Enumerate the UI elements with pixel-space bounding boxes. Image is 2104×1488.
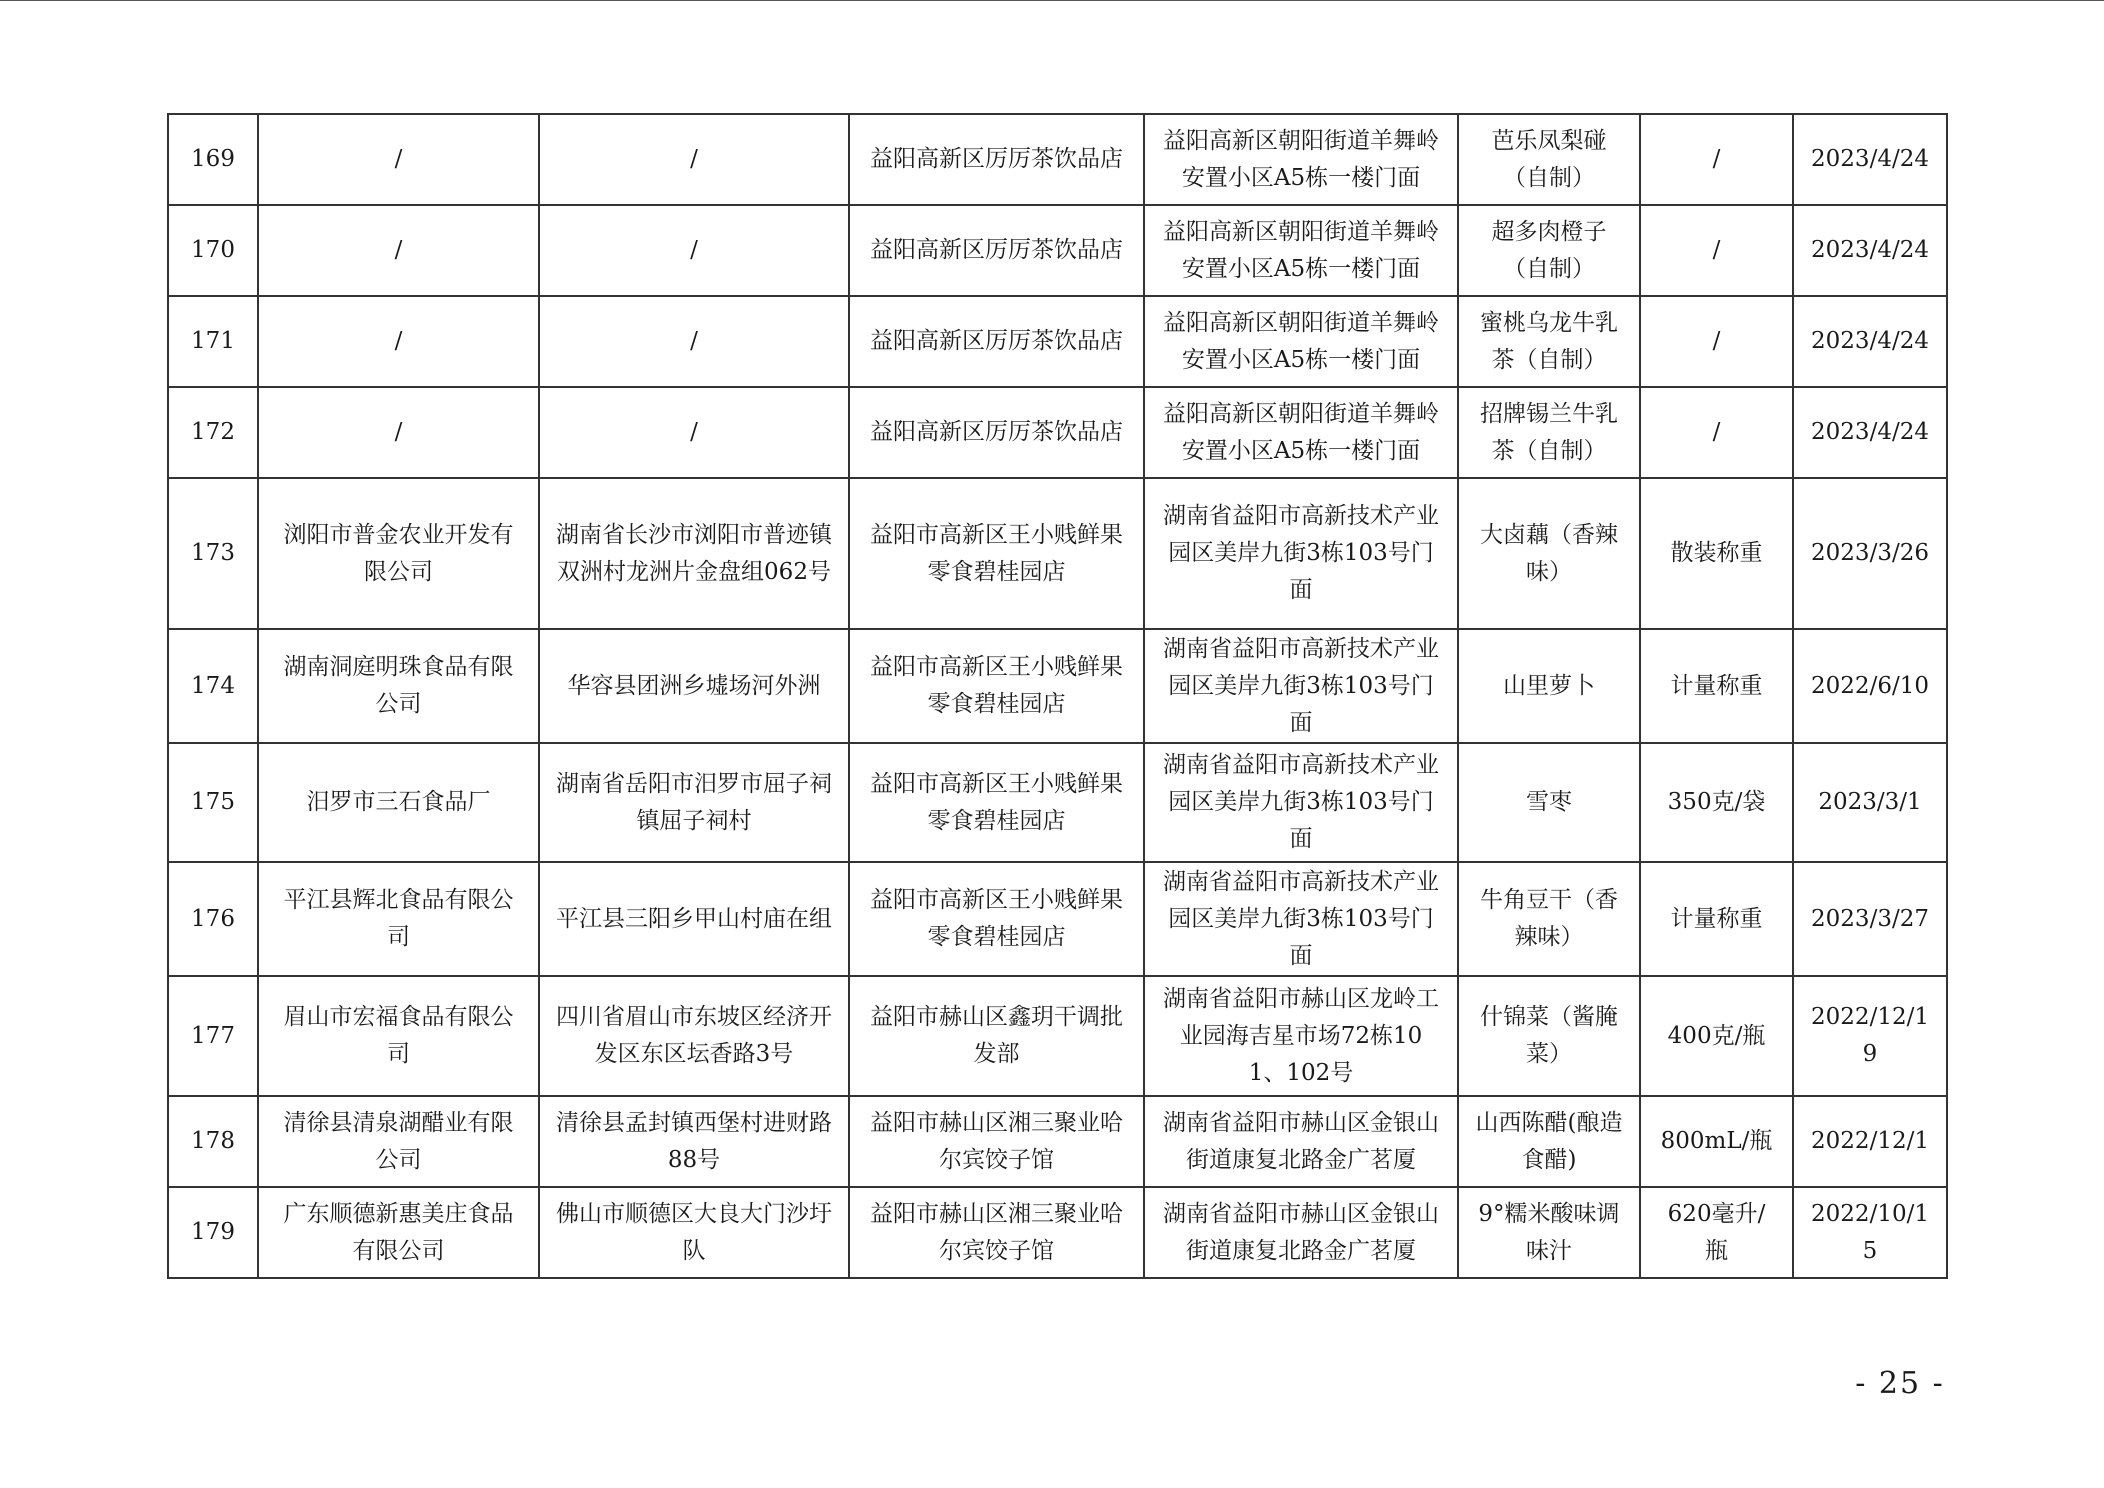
sampling-results-table: [167, 113, 1948, 1279]
seller-name-cell: 益阳市高新区王小贱鲜果零食碧桂园店: [849, 743, 1144, 862]
page-number: - 25 -: [1855, 1366, 1945, 1401]
seller-address-cell: 湖南省益阳市高新技术产业园区美岸九街3栋103号门面: [1144, 862, 1458, 976]
table-row: [168, 1096, 1947, 1187]
producer-name-cell: 眉山市宏福食品有限公司: [258, 976, 539, 1096]
seller-name-cell: 益阳市高新区王小贱鲜果零食碧桂园店: [849, 629, 1144, 743]
row-number-cell: 172: [168, 387, 258, 478]
producer-name-cell: 清徐县清泉湖醋业有限公司: [258, 1096, 539, 1187]
product-name-cell: 什锦菜（酱腌菜）: [1458, 976, 1640, 1096]
table-row: [168, 862, 1947, 976]
table-body: [168, 114, 1947, 1278]
specification-cell: /: [1640, 296, 1793, 387]
seller-name-cell: 益阳高新区厉厉茶饮品店: [849, 296, 1144, 387]
row-number-cell: 179: [168, 1187, 258, 1278]
seller-address-cell: 益阳高新区朝阳街道羊舞岭安置小区A5栋一楼门面: [1144, 296, 1458, 387]
producer-name-cell: /: [258, 296, 539, 387]
row-number-cell: 170: [168, 205, 258, 296]
production-date-cell: 2023/4/24: [1793, 387, 1947, 478]
table-row: [168, 629, 1947, 743]
product-name-cell: 山西陈醋(酿造食醋): [1458, 1096, 1640, 1187]
production-date-cell: 2023/4/24: [1793, 114, 1947, 205]
seller-address-cell: 湖南省益阳市赫山区龙岭工业园海吉星市场72栋101、102号: [1144, 976, 1458, 1096]
specification-cell: 散装称重: [1640, 478, 1793, 629]
producer-name-cell: /: [258, 114, 539, 205]
production-date-cell: 2023/3/1: [1793, 743, 1947, 862]
specification-cell: 620毫升/瓶: [1640, 1187, 1793, 1278]
seller-name-cell: 益阳市高新区王小贱鲜果零食碧桂园店: [849, 862, 1144, 976]
table-row: [168, 296, 1947, 387]
top-border-line: [0, 0, 2104, 1]
product-name-cell: 蜜桃乌龙牛乳茶（自制）: [1458, 296, 1640, 387]
product-name-cell: 山里萝卜: [1458, 629, 1640, 743]
producer-name-cell: 汨罗市三石食品厂: [258, 743, 539, 862]
product-name-cell: 芭乐凤梨碰（自制）: [1458, 114, 1640, 205]
specification-cell: /: [1640, 114, 1793, 205]
product-name-cell: 雪枣: [1458, 743, 1640, 862]
production-date-cell: 2023/4/24: [1793, 296, 1947, 387]
table-row: [168, 976, 1947, 1096]
producer-name-cell: 湖南洞庭明珠食品有限公司: [258, 629, 539, 743]
seller-address-cell: 湖南省益阳市高新技术产业园区美岸九街3栋103号门面: [1144, 629, 1458, 743]
table-row: [168, 387, 1947, 478]
producer-name-cell: /: [258, 387, 539, 478]
producer-name-cell: /: [258, 205, 539, 296]
seller-name-cell: 益阳市赫山区湘三聚业哈尔宾饺子馆: [849, 1187, 1144, 1278]
specification-cell: 350克/袋: [1640, 743, 1793, 862]
production-date-cell: 2023/3/26: [1793, 478, 1947, 629]
production-date-cell: 2022/12/1: [1793, 1096, 1947, 1187]
seller-name-cell: 益阳高新区厉厉茶饮品店: [849, 387, 1144, 478]
product-name-cell: 超多肉橙子（自制）: [1458, 205, 1640, 296]
row-number-cell: 171: [168, 296, 258, 387]
row-number-cell: 176: [168, 862, 258, 976]
row-number-cell: 169: [168, 114, 258, 205]
producer-address-cell: 佛山市顺德区大良大门沙圩队: [539, 1187, 849, 1278]
seller-address-cell: 益阳高新区朝阳街道羊舞岭安置小区A5栋一楼门面: [1144, 387, 1458, 478]
production-date-cell: 2023/3/27: [1793, 862, 1947, 976]
table-row: [168, 743, 1947, 862]
specification-cell: 计量称重: [1640, 862, 1793, 976]
table-row: [168, 114, 1947, 205]
table-row: [168, 478, 1947, 629]
seller-address-cell: 益阳高新区朝阳街道羊舞岭安置小区A5栋一楼门面: [1144, 205, 1458, 296]
specification-cell: /: [1640, 387, 1793, 478]
producer-address-cell: 四川省眉山市东坡区经济开发区东区坛香路3号: [539, 976, 849, 1096]
row-number-cell: 173: [168, 478, 258, 629]
producer-address-cell: 湖南省长沙市浏阳市普迹镇双洲村龙洲片金盘组062号: [539, 478, 849, 629]
production-date-cell: 2022/10/15: [1793, 1187, 1947, 1278]
seller-name-cell: 益阳市高新区王小贱鲜果零食碧桂园店: [849, 478, 1144, 629]
table-row: [168, 205, 1947, 296]
producer-address-cell: /: [539, 205, 849, 296]
production-date-cell: 2022/12/19: [1793, 976, 1947, 1096]
producer-name-cell: 平江县辉北食品有限公司: [258, 862, 539, 976]
seller-address-cell: 湖南省益阳市高新技术产业园区美岸九街3栋103号门面: [1144, 743, 1458, 862]
seller-name-cell: 益阳高新区厉厉茶饮品店: [849, 205, 1144, 296]
producer-address-cell: 华容县团洲乡墟场河外洲: [539, 629, 849, 743]
producer-address-cell: /: [539, 387, 849, 478]
seller-address-cell: 湖南省益阳市赫山区金银山街道康复北路金广茗厦: [1144, 1096, 1458, 1187]
production-date-cell: 2022/6/10: [1793, 629, 1947, 743]
production-date-cell: 2023/4/24: [1793, 205, 1947, 296]
seller-name-cell: 益阳市赫山区湘三聚业哈尔宾饺子馆: [849, 1096, 1144, 1187]
product-name-cell: 招牌锡兰牛乳茶（自制）: [1458, 387, 1640, 478]
specification-cell: 800mL/瓶: [1640, 1096, 1793, 1187]
producer-address-cell: /: [539, 114, 849, 205]
table-row: [168, 1187, 1947, 1278]
seller-address-cell: 益阳高新区朝阳街道羊舞岭安置小区A5栋一楼门面: [1144, 114, 1458, 205]
seller-address-cell: 湖南省益阳市高新技术产业园区美岸九街3栋103号门面: [1144, 478, 1458, 629]
row-number-cell: 175: [168, 743, 258, 862]
row-number-cell: 178: [168, 1096, 258, 1187]
specification-cell: /: [1640, 205, 1793, 296]
producer-address-cell: /: [539, 296, 849, 387]
producer-address-cell: 湖南省岳阳市汨罗市屈子祠镇屈子祠村: [539, 743, 849, 862]
specification-cell: 计量称重: [1640, 629, 1793, 743]
product-name-cell: 大卤藕（香辣味）: [1458, 478, 1640, 629]
seller-name-cell: 益阳高新区厉厉茶饮品店: [849, 114, 1144, 205]
seller-name-cell: 益阳市赫山区鑫玥干调批发部: [849, 976, 1144, 1096]
product-name-cell: 9°糯米酸味调味汁: [1458, 1187, 1640, 1278]
producer-name-cell: 广东顺德新惠美庄食品有限公司: [258, 1187, 539, 1278]
producer-address-cell: 平江县三阳乡甲山村庙在组: [539, 862, 849, 976]
seller-address-cell: 湖南省益阳市赫山区金银山街道康复北路金广茗厦: [1144, 1187, 1458, 1278]
row-number-cell: 177: [168, 976, 258, 1096]
product-name-cell: 牛角豆干（香辣味）: [1458, 862, 1640, 976]
specification-cell: 400克/瓶: [1640, 976, 1793, 1096]
row-number-cell: 174: [168, 629, 258, 743]
producer-name-cell: 浏阳市普金农业开发有限公司: [258, 478, 539, 629]
producer-address-cell: 清徐县孟封镇西堡村进财路88号: [539, 1096, 849, 1187]
